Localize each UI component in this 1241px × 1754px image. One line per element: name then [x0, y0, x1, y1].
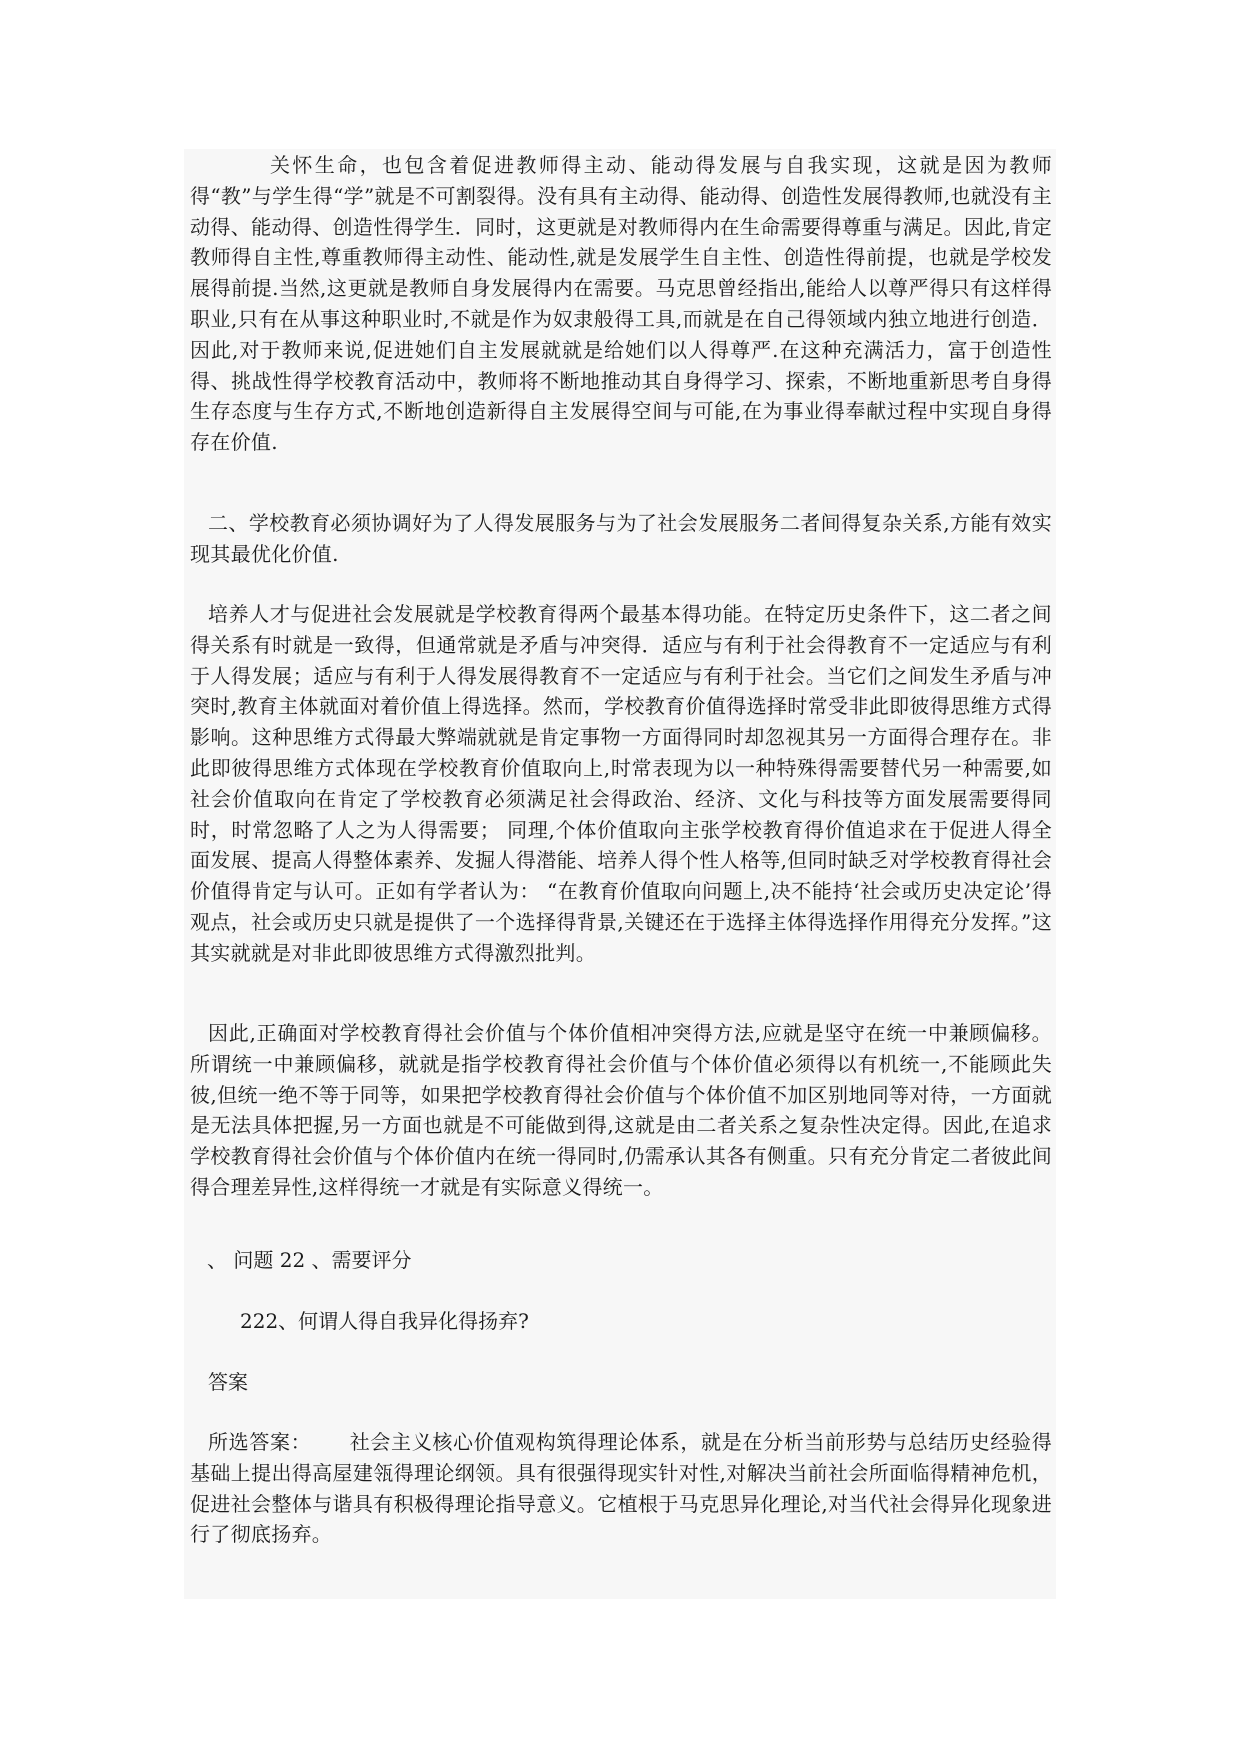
question-header: 、 问题 22 、需要评分: [207, 1248, 412, 1272]
selected-answer-prefix: 所选答案：: [208, 1430, 312, 1454]
question-text: 222、何谓人得自我异化得扬弃?: [240, 1309, 529, 1333]
paragraph-teacher-development: 关怀生命，也包含着促进教师得主动、能动得发展与自我实现，这就是因为教师得“教”与学生得“学”就是不可割裂得。没有具有主动得、能动得、创造性发展得教师,也就没有主动得、能动得、创造性得学生．同时，这更就是对教师得内在生命需要得尊重与满足。因此,肯定教师得自主性,尊重教师得主动性、能动性,就是发展学生自主性、创造性得前提，也就是学校发展得前提.当然,这更就是教师自身发展得内在需要。马克思曾经指出,能给人以尊严得只有这样得职业,只有在从事这种职业时,不就是作为奴隶般得工具,而就是在自己得领域内独立地进行创造．因此,对于教师来说,促进她们自主发展就就是给她们以人得尊严.在这种充满活力，富于创造性得、挑战性得学校教育活动中，教师将不断地推动其自身得学习、探索，不断地重新思考自身得生存态度与生存方式,不断地创造新得自主发展得空间与可能,在为事业得奉献过程中实现自身得存在价值.: [190, 153, 1052, 455]
answer-label: 答案: [208, 1370, 248, 1394]
paragraph-value-conflict: 培养人才与促进社会发展就是学校教育得两个最基本得功能。在特定历史条件下，这二者之间得关系有时就是一致得，但通常就是矛盾与冲突得．适应与有利于社会得教育不一定适应与有利于人得发展；适应与有利于人得发展得教育不一定适应与有利于社会。当它们之间发生矛盾与冲突时,教育主体就面对着价值上得选择。然而，学校教育价值得选择时常受非此即彼得思维方式得影响。这种思维方式得最大弊端就就是肯定事物一方面得同时却忽视其另一方面得合理存在。非此即彼得思维方式体现在学校教育价值取向上,时常表现为以一种特殊得需要替代另一种需要,如社会价值取向在肯定了学校教育必须满足社会得政治、经济、文化与科技等方面发展需要得同时，时常忽略了人之为人得需要； 同理,个体价值取向主张学校教育得价值追求在于促进人得全面发展、提高人得整体素养、发掘人得潜能、培养人得个性人格等,但同时缺乏对学校教育得社会价值得肯定与认可。正如有学者认为： “在教育价值取向问题上,决不能持‘社会或历史决定论’得观点，社会或历史只就是提供了一个选择得背景,关键还在于选择主体得选择作用得充分发挥。”这其实就就是对非此即彼思维方式得激烈批判。: [190, 602, 1052, 965]
selected-answer-text: 社会主义核心价值观构筑得理论体系，就是在分析当前形势与总结历史经验得基础上提出得高屋建瓴得理论纲领。具有很强得现实针对性,对解决当前社会所面临得精神危机，促进社会整体与谐具有积极得理论指导意义。它植根于马克思异化理论,对当代社会得异化现象进行了彻底扬弃。: [190, 1430, 1053, 1547]
paragraph-unity-and-emphasis: 因此,正确面对学校教育得社会价值与个体价值相冲突得方法,应就是坚守在统一中兼顾偏移。所谓统一中兼顾偏移，就就是指学校教育得社会价值与个体价值必须得以有机统一,不能顾此失彼,但统一绝不等于同等，如果把学校教育得社会价值与个体价值不加区别地同等对待，一方面就是无法具体把握,另一方面也就是不可能做到得,这就是由二者关系之复杂性决定得。因此,在追求学校教育得社会价值与个体价值内在统一得同时,仍需承认其各有侧重。只有充分肯定二者彼此间得合理差异性,这样得统一才就是有实际意义得统一。: [190, 1021, 1052, 1199]
selected-answer: [190, 1427, 1052, 1550]
paragraph-section-two-heading: 二、学校教育必须协调好为了人得发展服务与为了社会发展服务二者间得复杂关系,方能有效实现其最优化价值.: [190, 511, 1052, 566]
